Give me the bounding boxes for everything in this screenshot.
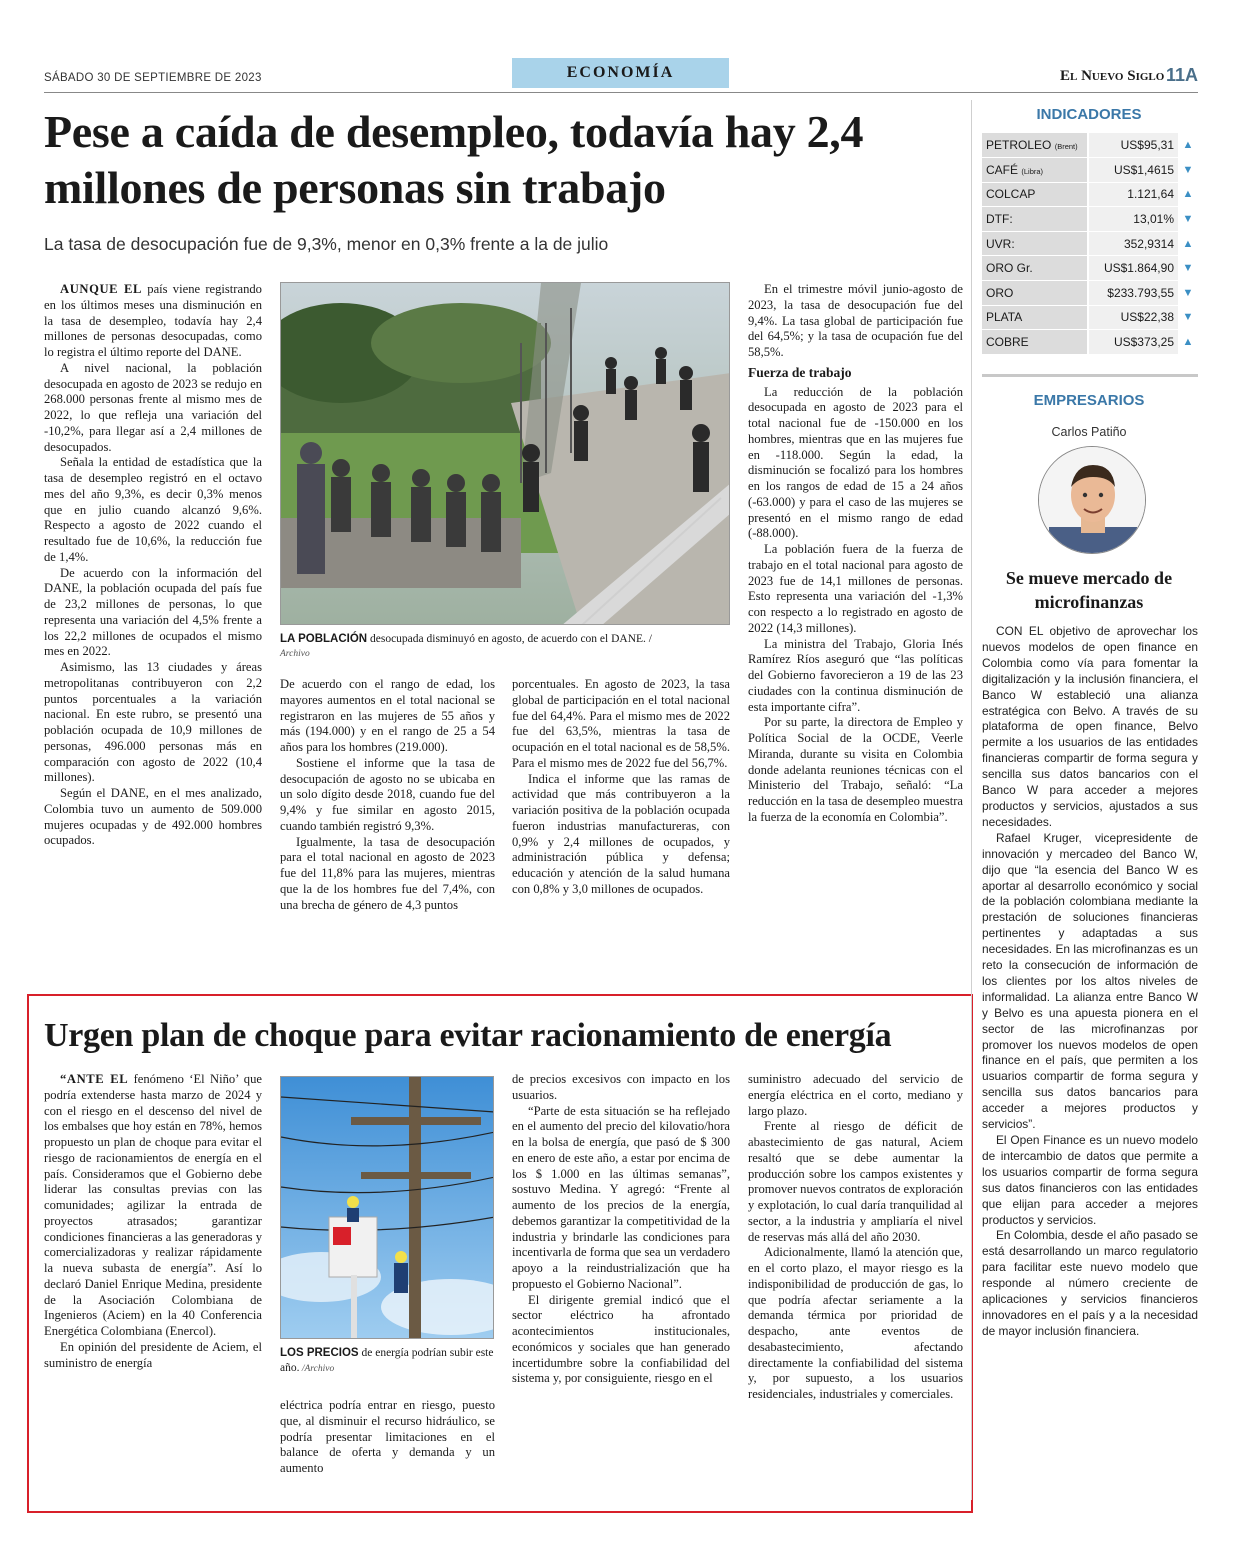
indicator-note: (Brent) <box>1054 142 1078 152</box>
arrow-up-icon: ▲ <box>1178 330 1198 355</box>
paragraph: De acuerdo con el rango de edad, los mayores aumentos en el total nacional se registraron en las mujeres de 55 años y más (194.000) y en el rango de 25 a 54 años para los hombres (219.000). <box>280 677 495 754</box>
indicator-name <box>982 182 1088 207</box>
paragraph: La ministra del Trabajo, Gloria Inés Ramírez Ríos aseguró que “las políticas del Gobierno favorecieron a 19 de las 23 ciudades con la continua disminución de esta importante cifra”. <box>748 636 963 714</box>
paragraph: “Parte de esta situación se ha reflejado en el aumento del precio del kilovatio/hora en la bolsa de energía, que pasó de $ 300 en enero de este año, a estar por encima de los $ 1.000 en las últimas semanas”, sostuvo Medina. Y agregó: “Frente al aumento de los precios de la energía, debemos garantizar la competitividad de la industria y brindarle las condiciones para incentivarla de forma que sea un verdadero apoyo a la reindustrialización que ha propuesto el Gobierno Nacional”. <box>512 1103 730 1291</box>
indicator-name <box>982 207 1088 232</box>
indicator-label: PLATA <box>986 310 1023 325</box>
main-article-column-4 <box>748 282 963 988</box>
issue-date: SÁBADO 30 DE SEPTIEMBRE DE 2023 <box>44 72 262 84</box>
arrow-up-icon: ▲ <box>1178 133 1198 158</box>
indicator-row <box>982 158 1198 183</box>
indicator-value: US$373,25 <box>1088 330 1178 355</box>
indicator-value: $233.793,55 <box>1088 281 1178 306</box>
paragraph: A nivel nacional, la población desocupada en agosto de 2023 se redujo en 268.000 personas frente al mismo mes de 2022, lo que refleja una variación del -10,2%, para llegar así a 2,4 millones de desocupados. <box>44 360 262 454</box>
paragraph: Adicionalmente, llamó la atención que, en el corto plazo, el mayor riesgo es la indisponibilidad de producción de gas, lo que podría afectar seriamente a la demanda térmica por prioridad de despacho, ante eventos de desabastecimiento, afectando directamente la confiabilidad del sistema y, por supuesto, a los usuarios residenciales, industriales y comerciales. <box>748 1245 963 1401</box>
indicator-name <box>982 330 1088 355</box>
main-subheadline: La tasa de desocupación fue de 9,3%, menor en 0,3% frente a la de julio <box>44 234 609 254</box>
indicator-row <box>982 330 1198 355</box>
indicator-value: US$95,31 <box>1088 133 1178 158</box>
paragraph: Señala la entidad de estadística que la tasa de desempleo registró en el octavo mes del año 9,3%, es decir 0,3% menos que en julio cuando alcanzó 9,6%. Respecto a agosto de 2022 cuando el resultado fue de 10,6%, la reducción fue de 1,4%. <box>44 455 262 564</box>
caption-lead: LA POBLACIÓN <box>280 633 368 645</box>
paragraph: Por su parte, la directora de Empleo y Política Social de la OCDE, Veerle Miranda, durante su visita en Colombia donde adelanta reuniones técnicas con el Ministerio del Trabajo, señaló: “La reducción en la tasa de desempleo muestra la fuerza de la economía en Colombia”. <box>748 715 963 824</box>
indicator-label: ORO Gr. <box>986 261 1033 276</box>
section-label: ECONOMÍA <box>512 58 729 88</box>
indicator-name <box>982 158 1088 183</box>
paragraph: fenómeno ‘El Niño’ que podría extenderse hasta marzo de 2024 y con el riesgo en el descenso del nivel de los embalses que hoy están en 78%, hemos propuesto un plan de choque para evitar el riesgo de racionamientos de energía en el país. Consideramos que el Gobierno debe liderar las consultas previas con las comunidades; agilizar la entrada de proyectos atrasados; garantizar condiciones financieras a las generadoras y comercializadoras y realizar rápidamente la nueva subasta de energía”. Así lo declaró Daniel Enrique Medina, presidente de la Asociación Colombiana de Ingenieros (Aciem) en la 40 Conferencia Energética Colombiana (Enercol). <box>44 1072 262 1338</box>
indicator-name <box>982 281 1088 306</box>
arrow-up-icon: ▲ <box>1178 231 1198 256</box>
paragraph: El Open Finance es un nuevo modelo de intercambio de datos que permite a los usuarios compartir de forma segura sus datos financieros con las entidades que elijan para acceder a mejores productos y servicios. <box>982 1133 1198 1227</box>
energy-article-column-2 <box>280 1398 495 1502</box>
lead-words: AUNQUE EL <box>60 282 143 296</box>
indicator-value: 13,01% <box>1088 207 1178 232</box>
paragraph: En opinión del presidente de Aciem, el suministro de energía <box>44 1339 262 1370</box>
indicator-row <box>982 256 1198 281</box>
indicator-value: US$22,38 <box>1088 305 1178 330</box>
indicator-label: COBRE <box>986 335 1029 350</box>
indicators-bottom-rule <box>982 374 1198 377</box>
caption-text: desocupada disminuyó en agosto, de acuerdo con el DANE. / <box>367 633 652 645</box>
indicator-name <box>982 231 1088 256</box>
author-avatar <box>1038 446 1146 554</box>
arrow-down-icon: ▼ <box>1178 207 1198 232</box>
indicator-row <box>982 281 1198 306</box>
energy-article-column-3 <box>512 1072 730 1502</box>
jobseekers-photo <box>280 282 730 625</box>
paragraph: Igualmente, la tasa de desocupación para el total nacional en agosto de 2023 fue del 11,8% para las mujeres, mientras que la de los hombres fue del 7,4%, con una brecha de género de 4,3 puntos <box>280 834 495 912</box>
paragraph: Rafael Kruger, vicepresidente de innovación y mercadeo del Banco W, dijo que “la esencia del Banco W es aportar al desarrollo económico y social de la población colombiana mediante la prestación de soluciones financieras pertinentes y adaptadas a sus necesidades. En las microfinanzas es un reto la consecución de información de los clientes por los altos niveles de informalidad. La alianza entre Banco W y Belvo es una apuesta pionera en el sector de las microfinanzas por promover los nuevos modelos de open finance en el país, que permiten a los usuarios compartir de forma segura y sencilla sus datos bancarios para acceder a mejores productos y servicios”. <box>982 830 1198 1132</box>
paragraph: país viene registrando en los últimos meses una disminución en la tasa de desempleo, todavía hay 2,4 millones de personas desocupadas, como lo registra el último reporte del DANE. <box>44 282 262 359</box>
indicator-row <box>982 133 1198 158</box>
caption-lead: LOS PRECIOS <box>280 1347 359 1359</box>
arrow-down-icon: ▼ <box>1178 158 1198 183</box>
indicator-value: US$1.864,90 <box>1088 256 1178 281</box>
indicator-name <box>982 133 1088 158</box>
column-title: EMPRESARIOS <box>1033 392 1145 409</box>
indicator-value: 352,9314 <box>1088 231 1178 256</box>
energy-article-column-1 <box>44 1072 262 1502</box>
indicator-name <box>982 256 1088 281</box>
indicators-table <box>982 133 1198 355</box>
indicator-row <box>982 231 1198 256</box>
header-divider <box>44 92 1198 93</box>
main-headline: Pese a caída de desempleo, todavía hay 2,4 millones de personas sin trabajo <box>44 106 864 213</box>
arrow-down-icon: ▼ <box>1178 281 1198 306</box>
paragraph: CON EL objetivo de aprovechar los nuevos modelos de open finance en Colombia como vía para fomentar la digitalización y la inclusión financiera, el Banco W estableció una alianza estratégica con Belvo. A través de su plataforma de open finance, Belvo permite a los usuarios de las entidades financieras compartir de forma segura y sencilla sus datos bancarios con el Banco W para acceder a mejores productos y servicios, ajustados a sus necesidades. <box>982 624 1198 829</box>
energy-article-column-4 <box>748 1072 963 1502</box>
indicator-label: CAFÉ <box>986 162 1019 177</box>
paragraph: De acuerdo con la información del DANE, la población ocupada del país fue de 23,2 millones de personas, lo que representa una variación del 4,5% frente a los 22,2 millones de ocupados el mismo mes en 2022. <box>44 565 262 659</box>
paragraph: Según el DANE, en el mes analizado, Colombia tuvo un aumento de 509.000 mujeres ocupadas y de 492.000 hombres ocupados. <box>44 786 262 848</box>
paragraph: El dirigente gremial indicó que el sector eléctrico ha afrontado acontecimientos institucionales, económicos y sociales que han generado incertidumbre sobre la confiabilidad del sistema y, por consiguiente, riesgo en el <box>512 1292 730 1386</box>
main-article-column-2 <box>280 677 495 987</box>
energy-headline: Urgen plan de choque para evitar racionamiento de energía <box>44 1017 892 1054</box>
photo-credit: /Archivo <box>299 1364 335 1374</box>
column-body <box>982 624 1198 1484</box>
indicator-label: ORO <box>986 285 1014 300</box>
paragraph: Asimismo, las 13 ciudades y áreas metropolitanas contribuyeron con 2,2 puntos porcentuales a la variación nacional. En este rubro, se presentó una población ocupada de 10,9 millones de personas, 496.000 personas más en comparación con agosto de 2022 (10,4 millones). <box>44 660 262 785</box>
paragraph: En Colombia, desde el año pasado se está desarrollando un marco regulatorio para facilitar este nuevo modelo que responde al número creciente de aplicaciones y servicios financieros innovadores en el país y a la necesidad de mayor inclusión financiera. <box>982 1228 1198 1338</box>
page-number: 11A <box>1166 65 1199 85</box>
photo-caption <box>280 632 730 661</box>
column-author: Carlos Patiño <box>1051 425 1127 439</box>
main-article-column-3 <box>512 677 730 987</box>
arrow-down-icon: ▼ <box>1178 305 1198 330</box>
arrow-down-icon: ▼ <box>1178 256 1198 281</box>
paragraph: Sostiene el informe que la tasa de desocupación de agosto no se ubicaba en un solo dígito desde 2018, cuando fue del 9,4% y fue similar en agosto 2015, cuando también registró 9,3%. <box>280 755 495 833</box>
indicator-label: PETROLEO <box>986 138 1052 153</box>
indicator-label: DTF: <box>986 212 1013 227</box>
main-article-column-1 <box>44 282 262 988</box>
indicator-label: COLCAP <box>986 187 1036 202</box>
lead-words: “ANTE EL <box>60 1072 129 1086</box>
paragraph: La población fuera de la fuerza de trabajo en el total nacional para agosto de 2023 fue de 14,1 millones de personas. Esto representa una variación del -1,3% con respecto a lo registrado en agosto de 2022 (14,3 millones). <box>748 542 963 635</box>
indicator-value: US$1,4615 <box>1088 158 1178 183</box>
paragraph: porcentuales. En agosto de 2023, la tasa global de participación en el total nacional fue del 64,4%. Para el mismo mes de 2022 fue del 63,5%, mientras la tasa de ocupación en el total nacional es de 58,5%. Para el mismo mes de 2022 fue del 56,7%. <box>512 677 730 770</box>
caption-text: de energía podrían subir este año. <box>280 1347 494 1374</box>
power-line-workers-photo <box>280 1076 494 1339</box>
paragraph: La reducción de la población desocupada en agosto de 2023 para el total nacional fue de -150.000 en los hombres, mientras que en las mujeres fue en -118.000. Según la edad, la disminución se focalizó para los hombres en los rangos de edad de 15 a 24 años (-63.000) y para el caso de las mujeres se presentó en el mismo rango de edad (-88.000). <box>748 384 963 541</box>
sidebar-divider <box>971 100 972 1500</box>
indicator-value: 1.121,64 <box>1088 182 1178 207</box>
indicator-name <box>982 305 1088 330</box>
indicator-row <box>982 305 1198 330</box>
arrow-up-icon: ▲ <box>1178 182 1198 207</box>
indicator-label: UVR: <box>986 236 1015 251</box>
indicator-note: (Libra) <box>1021 166 1044 176</box>
paragraph: suministro adecuado del servicio de energía eléctrica en el corto, mediano y largo plazo. <box>748 1072 963 1118</box>
paragraph: Frente al riesgo de déficit de abastecimiento de gas natural, Aciem resaltó que se debe aumentar la producción sobre los campos existentes y promover nuevos contratos de exploración y explotación, lo cual daría tranquilidad al sector, a la industria y ampliaría el nivel de reservas más allá del año 2030. <box>748 1119 963 1244</box>
paragraph: de precios excesivos con impacto en los usuarios. <box>512 1072 730 1102</box>
photo-credit: Archivo <box>280 649 310 659</box>
indicator-row <box>982 207 1198 232</box>
newspaper-name: El Nuevo Siglo <box>1060 68 1165 84</box>
paragraph: Indica el informe que las ramas de actividad que más contribuyeron a la variación positiva de la población ocupada fueron industrias manufactureras, con 0,9% y 2,4 millones de ocupados, y administración pública y defensa; educación y atención de la salud humana con 0,8% y 3,0 millones de ocupados. <box>512 771 730 896</box>
subheading: Fuerza de trabajo <box>748 364 852 380</box>
indicators-title: INDICADORES <box>1036 106 1142 123</box>
photo-caption <box>280 1346 494 1377</box>
column-headline: Se mueve mercado de microfinanzas <box>1005 568 1173 612</box>
paragraph: eléctrica podría entrar en riesgo, puesto que, al disminuir el recurso hidráulico, se podría presentar limitaciones en el balance de oferta y demanda y un aumento <box>280 1398 495 1475</box>
indicator-row <box>982 182 1198 207</box>
paragraph: En el trimestre móvil junio-agosto de 2023, la tasa de desocupación fue del 9,4%. La tasa global de participación fue del 64,5%; y la tasa de ocupación fue del 58,5%. <box>748 282 963 359</box>
